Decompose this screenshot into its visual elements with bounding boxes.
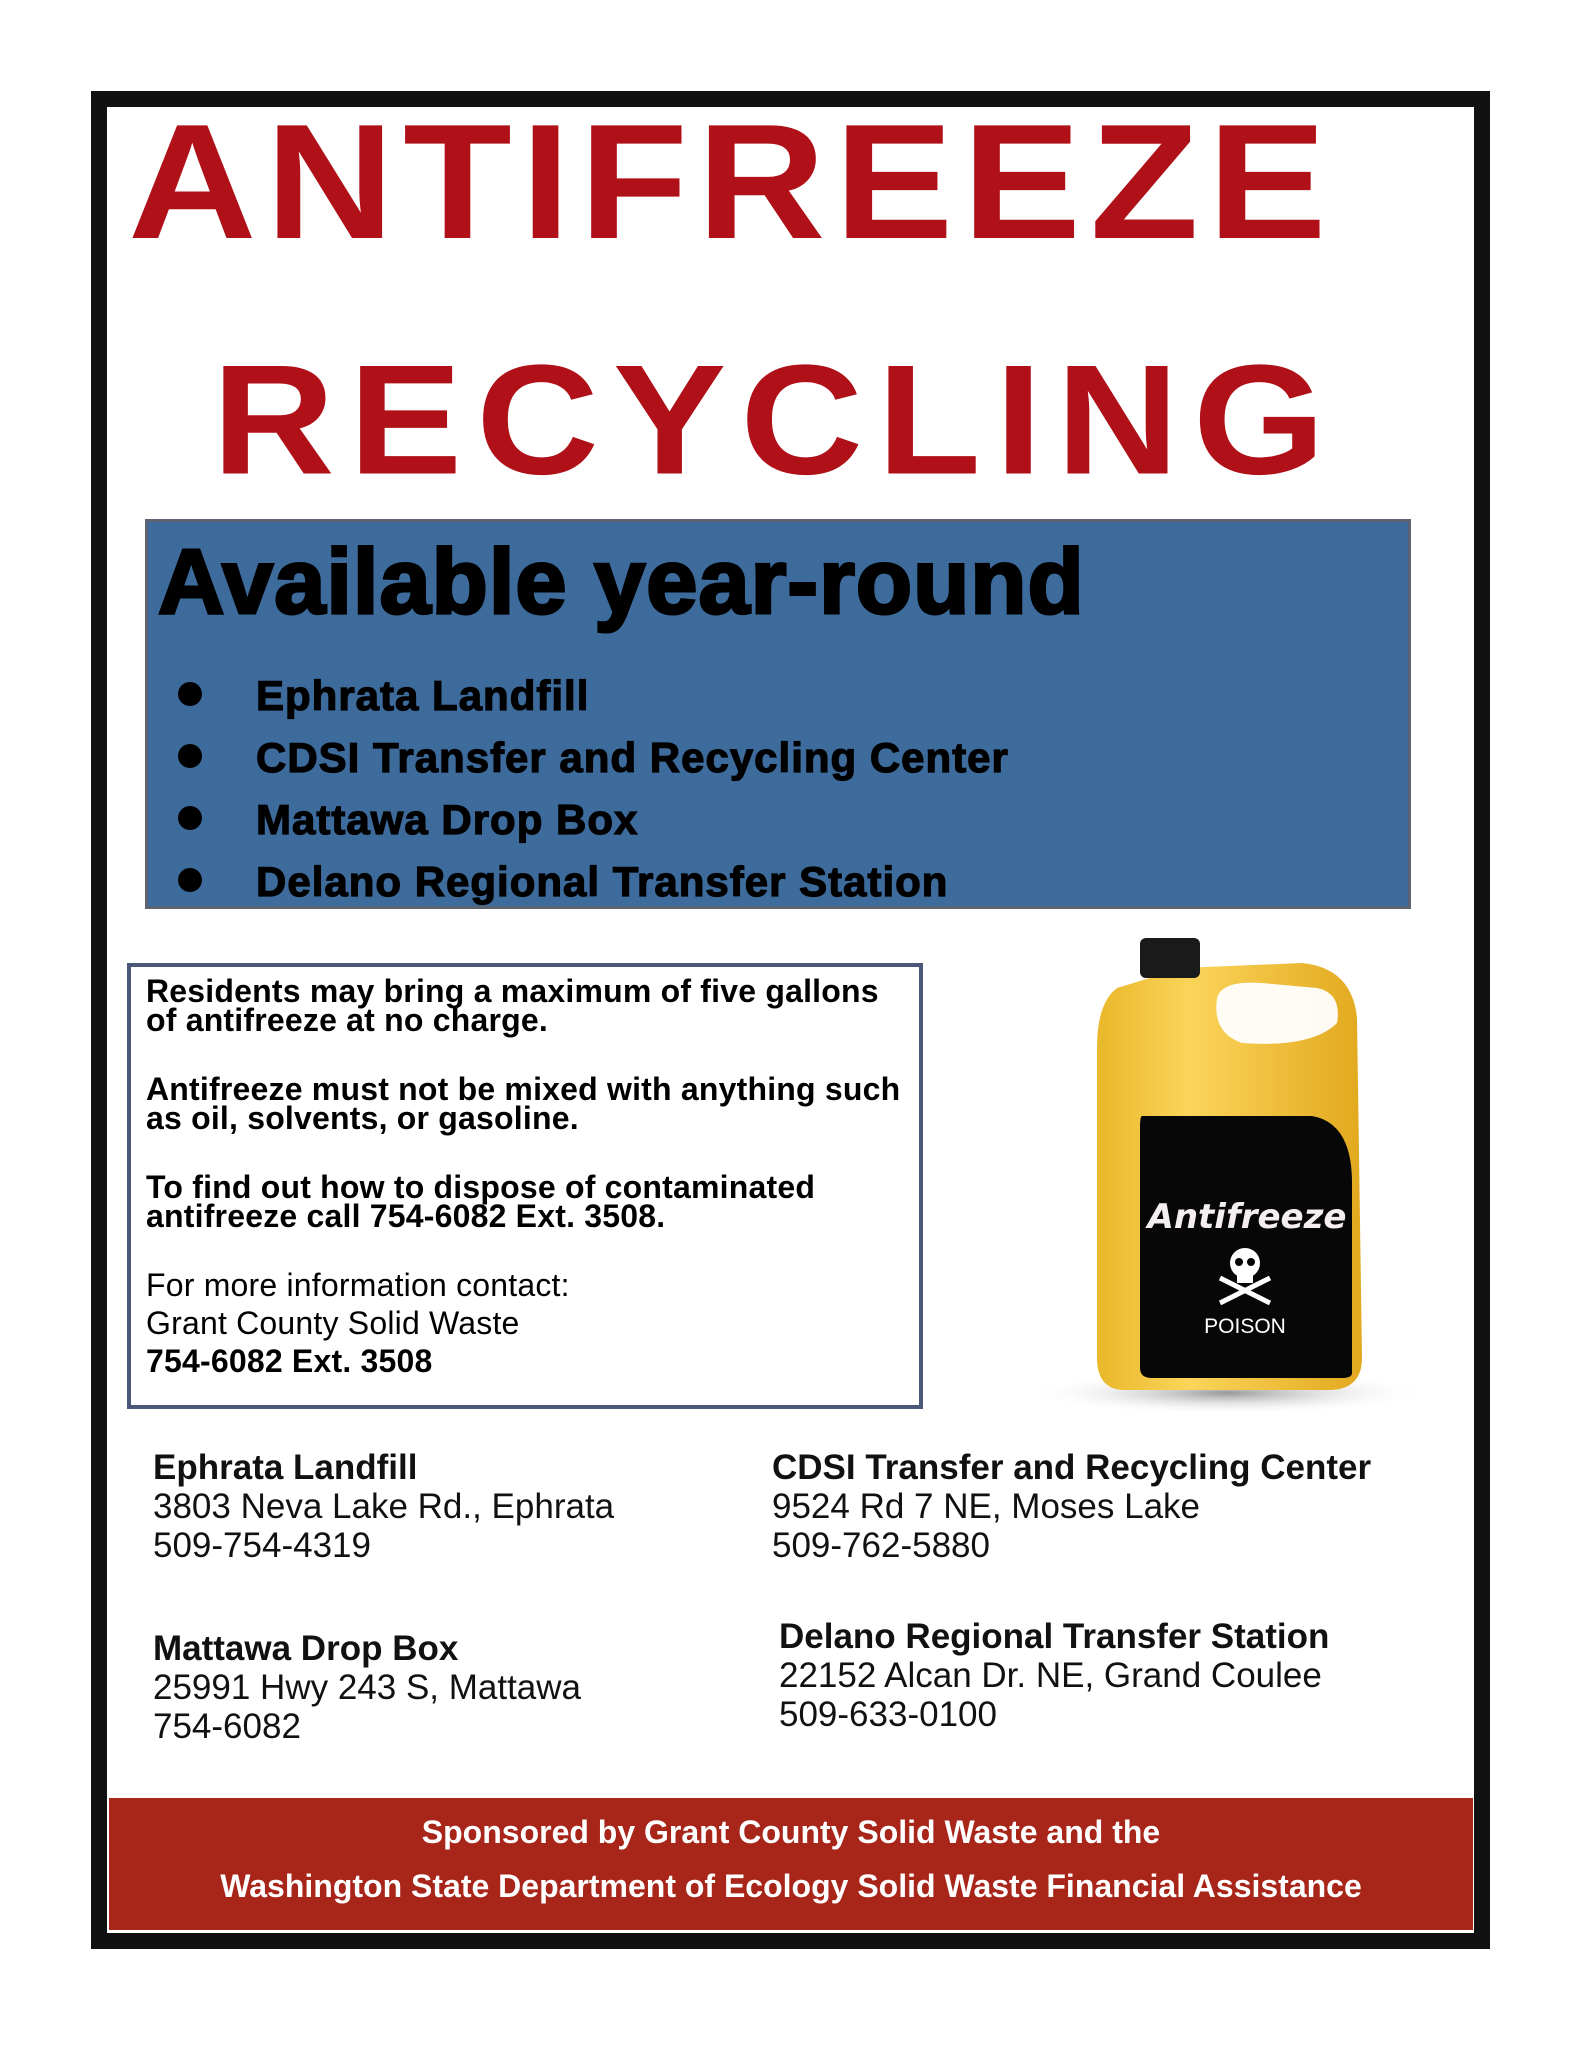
info-contaminated: To find out how to dispose of contaminated antifreeze call 754-6082 Ext. 3508.	[146, 1169, 816, 1234]
info-contact-phone: 754-6082 Ext. 3508	[146, 1343, 433, 1379]
title-antifreeze: ANTIFREEZE	[128, 89, 1336, 273]
bullet-icon	[178, 744, 202, 768]
bullet-icon	[178, 806, 202, 830]
bullet-icon	[178, 682, 202, 706]
info-box	[127, 963, 923, 1409]
antifreeze-jug-image	[1012, 928, 1442, 1423]
info-max-gallons: Residents may bring a maximum of five gallons of antifreeze at no charge.	[146, 973, 879, 1038]
title-recycling: RECYCLING	[212, 332, 1340, 508]
jug-label: Antifreeze	[1147, 1197, 1347, 1237]
sponsor-footer	[109, 1798, 1473, 1930]
address-cdsi: CDSI Transfer and Recycling Center 9524 Rd 7 NE, Moses Lake 509-762-5880	[772, 1448, 1372, 1565]
info-contact-label: For more information contact:	[146, 1267, 570, 1303]
availability-heading: Available year-round	[158, 531, 1085, 633]
availability-box: Available year-round Ephrata Landfill CDSI Transfer and Recycling Center Mattawa Drop Box Delano Regional Transfer Station	[145, 519, 1411, 909]
address-delano: Delano Regional Transfer Station 22152 Alcan Dr. NE, Grand Coulee 509-633-0100	[779, 1617, 1330, 1734]
address-ephrata: Ephrata Landfill 3803 Neva Lake Rd., Ephrata 509-754-4319	[153, 1448, 615, 1565]
sponsor-line-1: Sponsored by Grant County Solid Waste and the	[421, 1814, 1161, 1850]
info-contact-org: Grant County Solid Waste	[146, 1305, 520, 1341]
info-no-mixing: Antifreeze must not be mixed with anything such as oil, solvents, or gasoline.	[146, 1071, 901, 1136]
sponsor-line-2: Washington State Department of Ecology Solid Waste Financial Assistance	[220, 1868, 1362, 1904]
bullet-icon	[178, 868, 202, 892]
jug-warning: POISON	[1204, 1315, 1286, 1338]
address-mattawa: Mattawa Drop Box 25991 Hwy 243 S, Mattawa 754-6082	[153, 1629, 582, 1746]
